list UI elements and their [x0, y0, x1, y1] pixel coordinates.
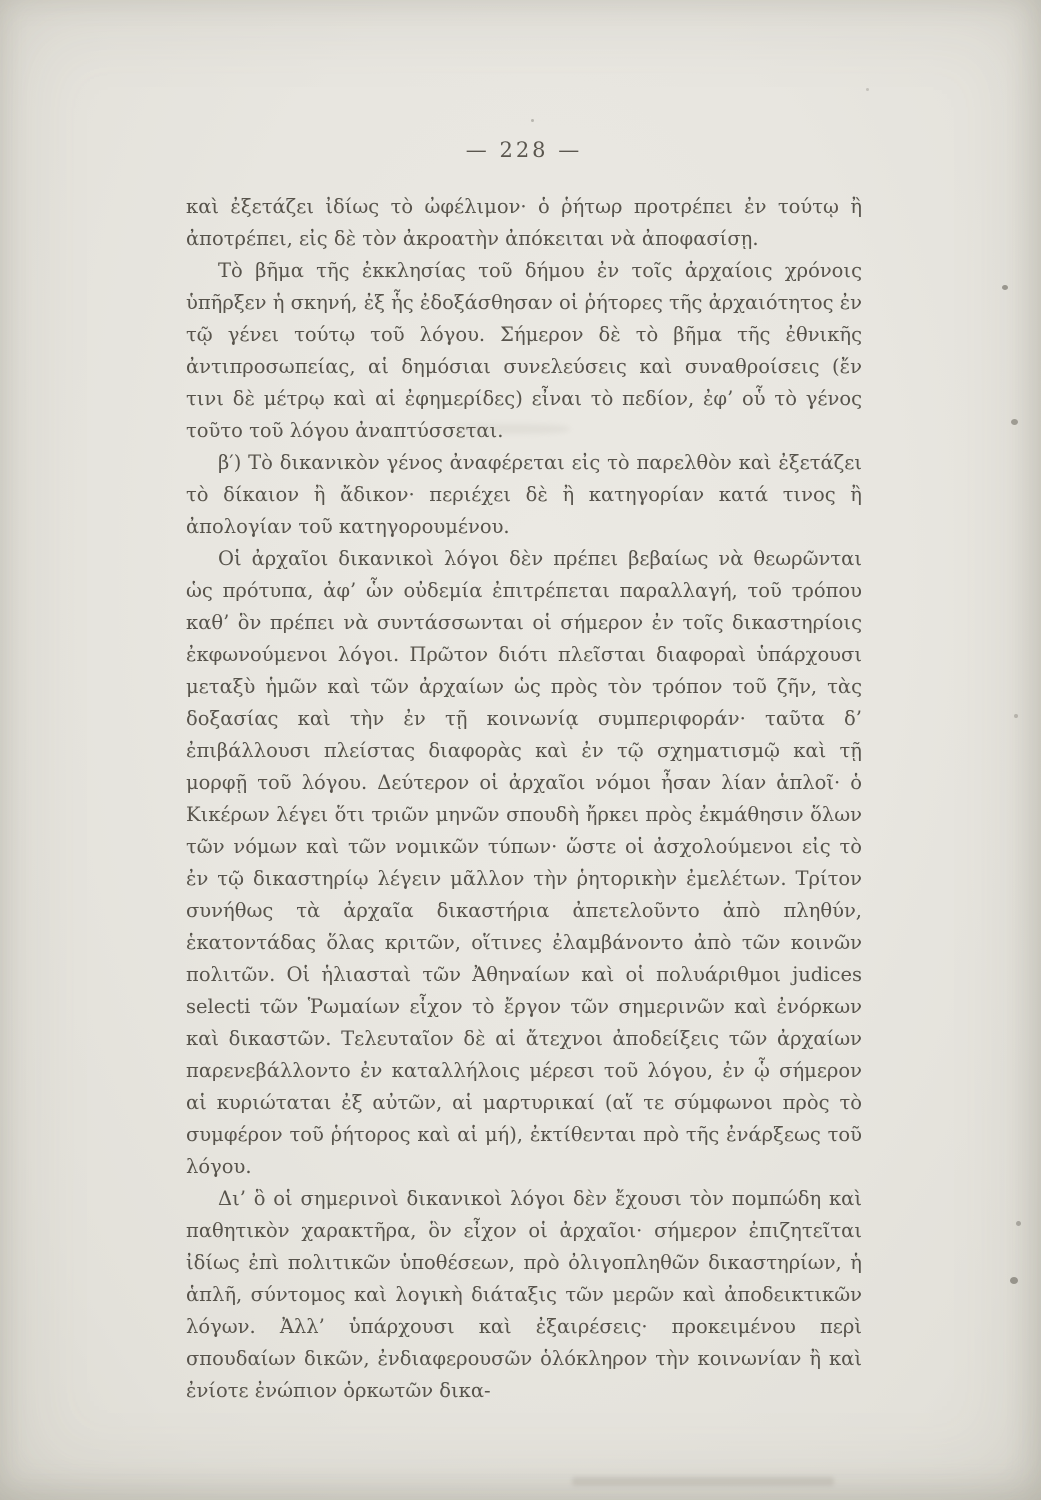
text-block: [186, 191, 862, 1407]
paper-speck: [1010, 1277, 1018, 1284]
paragraph: Τὸ βῆμα τῆς ἐκκλησίας τοῦ δήμου ἐν τοῖς ἀρχαίοις χρόνοις ὑπῆρξεν ἡ σκηνή, ἐξ ἧς ἐδοξάσθησαν οἱ ῥήτορες τῆς ἀρχαιότητος ἐν τῷ γένει τούτῳ τοῦ λόγου. Σήμερον δὲ τὸ βῆμα τῆς ἐθνικῆς ἀντιπροσωπείας, αἱ δημόσιαι συνελεύσεις καὶ συναθροίσεις (ἔν τινι δὲ μέτρῳ καὶ αἱ ἐφημερίδες) εἶναι τὸ πεδίον, ἐφ’ οὗ τὸ γένος τοῦτο τοῦ λόγου ἀναπτύσσεται.: [186, 259, 863, 442]
paper-speck: [1011, 419, 1018, 425]
paper-smudge: [452, 424, 570, 434]
paragraph: Δι’ ὃ οἱ σημερινοὶ δικανικοὶ λόγοι δὲν ἔχουσι τὸν πομπώδη καὶ παθητικὸν χαρακτῆρα, ὃν εἶχον οἱ ἀρχαῖοι· σήμερον ἐπιζητεῖται ἰδίως ἐπὶ πολιτικῶν ὑποθέσεων, πρὸ ὀλιγοπληθῶν δικαστηρίων, ἡ ἁπλῆ, σύντομος καὶ λογικὴ διάταξις τῶν μερῶν καὶ ἀποδεικτικῶν λόγων. Ἀλλ’ ὑπάρχουσι καὶ ἐξαιρέσεις· προκειμένου περὶ σπουδαίων δικῶν, ἐνδιαφερουσῶν ὁλόκληρον τὴν κοινωνίαν ἢ καὶ ἐνίοτε ἐνώπιον ὁρκωτῶν δικα-: [186, 1187, 862, 1402]
scan-artifact-bar: [572, 1477, 834, 1486]
page-number: — 228 —: [465, 138, 583, 162]
paper-speck: [1016, 1221, 1021, 1226]
paper-speck: [1002, 285, 1008, 290]
paper-speck: [531, 119, 534, 122]
paper-speck: [1014, 714, 1018, 718]
paragraph: καὶ ἐξετάζει ἰδίως τὸ ὠφέλιμον· ὁ ῥήτωρ προτρέπει ἐν τούτῳ ἢ ἀποτρέπει, εἰς δὲ τὸν ἀκροατὴν ἀπόκειται νὰ ἀποφασίσῃ.: [186, 195, 862, 250]
paragraph: β′) Τὸ δικανικὸν γένος ἀναφέρεται εἰς τὸ παρελθὸν καὶ ἐξετάζει τὸ δίκαιον ἢ ἄδικον· περιέχει δὲ ἢ κατηγορίαν κατά τινος ἢ ἀπολογίαν τοῦ κατηγορουμένου.: [186, 451, 862, 538]
paper-speck: [866, 88, 869, 91]
paragraph: Οἱ ἀρχαῖοι δικανικοὶ λόγοι δὲν πρέπει βεβαίως νὰ θεωρῶνται ὡς πρότυπα, ἀφ’ ὧν οὐδεμία ἐπιτρέπεται παραλλαγή, τοῦ τρόπου καθ’ ὃν πρέπει νὰ συντάσσωνται οἱ σήμερον ἐν τοῖς δικαστηρίοις ἐκφωνούμενοι λόγοι. Πρῶτον διότι πλεῖσται διαφοραὶ ὑπάρχουσι μεταξὺ ἡμῶν καὶ τῶν ἀρχαίων ὡς πρὸς τὸν τρόπον τοῦ ζῆν, τὰς δοξασίας καὶ τὴν ἐν τῇ κοινωνίᾳ συμπεριφοράν· ταῦτα δ’ ἐπιβάλλουσι πλείστας διαφορὰς καὶ ἐν τῷ σχηματισμῷ καὶ τῇ μορφῇ τοῦ λόγου. Δεύτερον οἱ ἀρχαῖοι νόμοι ἦσαν λίαν ἁπλοῖ· ὁ Κικέρων λέγει ὅτι τριῶν μηνῶν σπουδὴ ἤρκει πρὸς ἐκμάθησιν ὅλων τῶν νόμων καὶ τῶν νομικῶν τύπων· ὥστε οἱ ἀσχολούμενοι εἰς τὸ ἐν τῷ δικαστηρίῳ λέγειν μᾶλλον τὴν ῥητορικὴν ἐμελέτων. Τρίτον συνήθως τὰ ἀρχαῖα δικαστήρια ἀπετελοῦντο ἀπὸ πληθύν, ἑκατοντάδας ὅλας κριτῶν, οἵτινες ἐλαμβάνοντο ἀπὸ τῶν κοινῶν πολιτῶν. Οἱ ἡλιασταὶ τῶν Ἀθηναίων καὶ οἱ πολυάριθμοι judices selecti τῶν Ῥωμαίων εἶχον τὸ ἔργον τῶν σημερινῶν καὶ ἐνόρκων καὶ δικαστῶν. Τελευταῖον δὲ αἱ ἄτεχνοι ἀποδείξεις τῶν ἀρχαίων παρενεβάλλοντο ἐν καταλλήλοις μέρεσι τοῦ λόγου, ἐν ᾧ σήμερον αἱ κυριώταται ἐξ αὐτῶν, αἱ μαρτυρικαί (αἵ τε σύμφωνοι πρὸς τὸ συμφέρον τοῦ ῥήτορος καὶ αἱ μή), ἐκτίθενται πρὸ τῆς ἐνάρξεως τοῦ λόγου.: [186, 547, 862, 1178]
